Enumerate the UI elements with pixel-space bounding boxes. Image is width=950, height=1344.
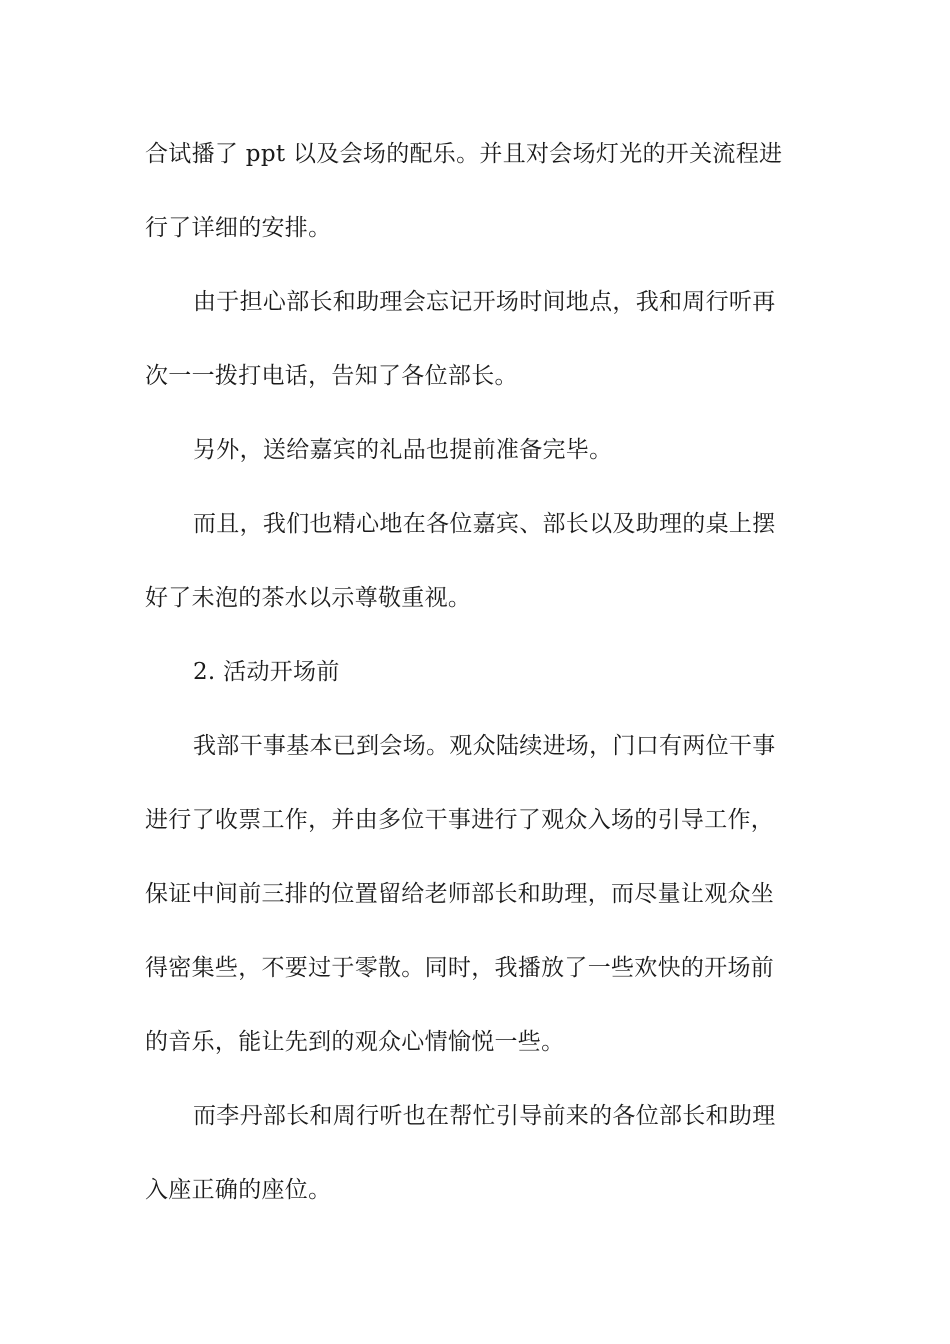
section-heading: 2. 活动开场前	[193, 659, 340, 685]
paragraph-line: 而且，我们也精心地在各位嘉宾、部长以及助理的桌上摆	[193, 511, 776, 537]
paragraph-line: 得密集些，不要过于零散。同时，我播放了一些欢快的开场前	[145, 955, 775, 981]
paragraph-line: 行了详细的安排。	[145, 215, 332, 241]
paragraph-line: 入座正确的座位。	[145, 1177, 332, 1203]
paragraph-line: 的音乐，能让先到的观众心情愉悦一些。	[145, 1029, 565, 1055]
paragraph-line: 而李丹部长和周行听也在帮忙引导前来的各位部长和助理	[193, 1103, 776, 1129]
paragraph-line: 保证中间前三排的位置留给老师部长和助理，而尽量让观众坐	[145, 881, 775, 907]
paragraph-line: 由于担心部长和助理会忘记开场时间地点，我和周行听再	[193, 289, 776, 315]
paragraph-line: 进行了收票工作，并由多位干事进行了观众入场的引导工作，	[145, 807, 775, 833]
paragraph-line: 我部干事基本已到会场。观众陆续进场，门口有两位干事	[193, 733, 776, 759]
paragraph-line: 合试播了 ppt 以及会场的配乐。并且对会场灯光的开关流程进	[145, 141, 783, 167]
paragraph-line: 另外，送给嘉宾的礼品也提前准备完毕。	[193, 437, 613, 463]
paragraph-line: 次一一拨打电话，告知了各位部长。	[145, 363, 518, 389]
paragraph-line: 好了未泡的茶水以示尊敬重视。	[145, 585, 472, 611]
